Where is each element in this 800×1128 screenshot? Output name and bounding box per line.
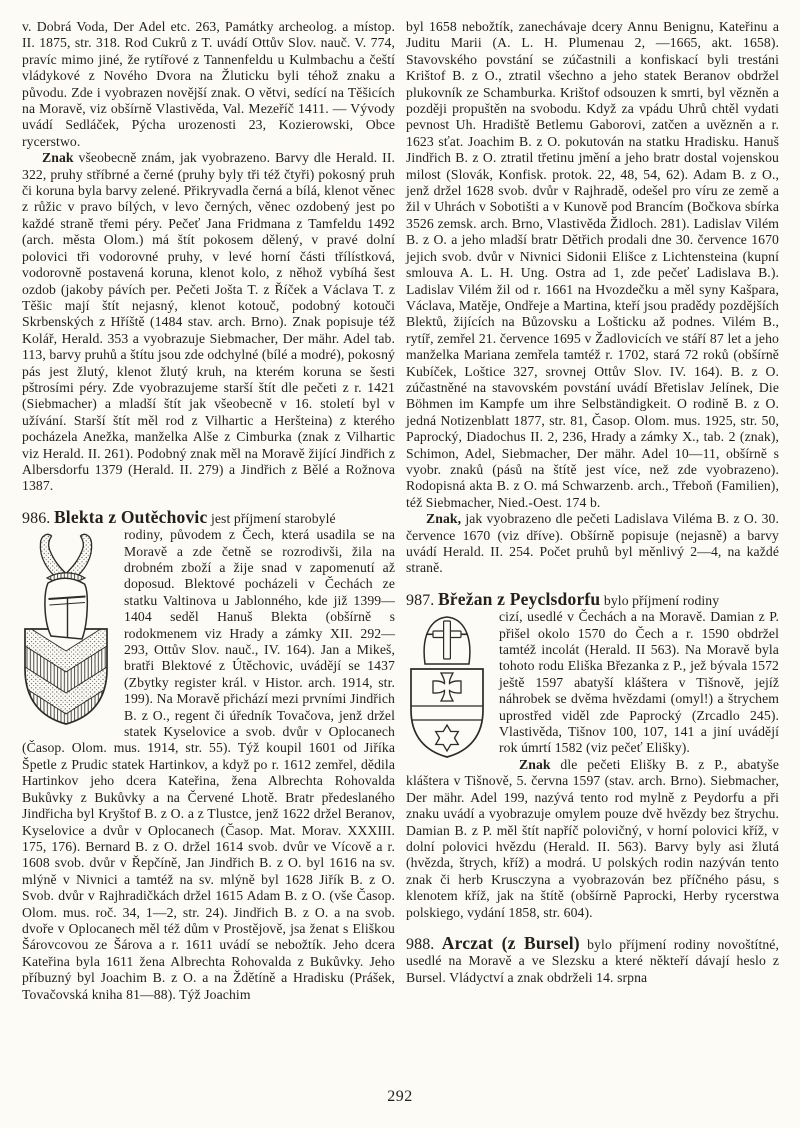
- entry-987-title: Břežan z Peyclsdorfu: [437, 588, 601, 609]
- znak-text: jak vyobrazeno dle pečeti Ladislava Viléma B. z O. 30. července 1670 (viz dříve). Obšírně popisuje (nejasně) a barvy uvádí Herald. II. 254. Počet pruhů byl měnlivý 2—4, na každé straně.: [406, 511, 779, 576]
- entry-987-lead: bylo příjmení rodiny: [603, 592, 720, 608]
- entry-986-body: rodiny, původem z Čech, která usadila se na Moravě a zde četně se rozrodivši, žila na drobném zboží a žije snad v zapomenutí až doposud. Blektové pocházeli v Čechách ze statku Valtinova u Jablonného, kde již 1399—1404 seděl Hanuš Blekta (obšírně s rodokmenem viz Hrady a zámky XII. 292—293, Ottův Slov. nauč., IV. 164). Jan a Mikeš, bratři Blektové z Útěchovic, uvádějí se 1437 (Zbytky register král. v Histor. arch. 1914, str. 199). Na Moravě přichází mezi prvními Jindřich B. z O., regent či úředník Tovačova, jenž držel statek Kyselovice a svob. dvůr v Oplocanech (Časop. Olom. mus. 1914, str. 55). Týž koupil 1601 od Jiříka Špetle z Prudic statek Hartinkov, a když po r. 1612 zemřel, dědila Hartinkov jeho dcera Kateřina, žena Albrechta Rohovalda Bukůvky z Bukůvky a na Červené Lhotě. Bratr předeslaného Jindřicha byl Kryštof B. z O. a z Tlustce, jenž 1622 držel Beranov, Kyselovice a dvůr v Oplocanech (Časop. Mat. Morav. XXXIII. 175, 176). Bernard B. z O. držel 1614 svob. dvůr ve Vícově a r. 1608 svob. dvůr v Řepčíně, Jan Jindřich B. z O. byl 1616 na sv. mlýně v Nivnici a tamtéž na sv. mlýně byl 1628 Jiřík B. z O. Svob. dvůr v Rajhradičkách držel 1615 Adam B. z O. (vše Časop. Olom. mus. roč. 34, 1—2, str. 24). Jindřich B. z O. a na svob. dvoře v Oplocanech měl též dům v Prostějově, jsa ženat s Eliškou Šárovcovou ze Šárova a r. 1611 uvádí se nebožtík. Jeho dcera Kateřina byla 1611 žena Albrechta Rohovalda z Bukůvky. Jeho příbuzný byl Joachim B. z O. a na Ždětíně a Hradisku (Prášek, Tovačovská kniha 81—88). Týž Joachim: [22, 527, 395, 1002]
- znak-label: Znak,: [426, 511, 462, 527]
- continuation-paragraph-tannenfeld: v. Dobrá Voda, Der Adel etc. 263, Památky archeolog. a místop. II. 1875, str. 318. Rod Cukrů z T. uvádí Ottův Slov. nauč. V. 774, pravíc mimo jiné, že rytířové z Tannenfeldu u Kulmbachu a čeští vládykové z Nového Dvora na Žluticku byli téhož znaku a původu. Zde i vyobrazen novější znak. O větvi, sedící na Těšicích na Moravě, viz obšírně Vlastivěda, Val. Mezeříč 1411. — Vývody uvádí Sedláček, Pýcha urozenosti 23, Kozierowski, Obce rycerstwo.: [22, 19, 395, 149]
- left-column: [22, 19, 395, 1003]
- entry-988-heading: [406, 932, 780, 986]
- entry-987-number: 987.: [406, 591, 435, 609]
- blekta-shield: [25, 625, 107, 727]
- entry-987: [406, 588, 779, 757]
- text-columns: [22, 19, 779, 1003]
- znak-label: Znak: [42, 150, 74, 166]
- entry-986-lead: jest příjmení starobylé: [210, 510, 336, 526]
- entry-986-heading: [22, 506, 395, 527]
- entry-986-title: Blekta z Outěchovic: [53, 506, 208, 527]
- entry-988-number: 988.: [406, 935, 435, 953]
- brezan-helm: [424, 617, 470, 664]
- znak-text: všeobecně znám, jak vyobrazeno. Barvy dle Herald. II. 322, pruhy stříbrné a černé (pruhy byly tři též čtyři) pokosný pruh či koruna byla barvy zelené. Přikryvadla černá a bílá, klenot věnec z růžic v pravo bílých, v levo černých, věnec ozdobený jest po každé straně třemi péry. Pečeť Jana Fridmana z Tamfeldu 1492 (arch. města Olom.) má štít pokosem dělený, v pravé dolní polovici tři vodorovné pruhy, v levé horní části třílístková, vodorovně postavená koruna, klenot kolo, z něhož vybíhá šest ozdob (jakoby pávích per. Pečeti Jošta T. z Říček a Václava T. z Těšic mají štít nejasný, klenot kotouč, podobný kotouči Skrbenských z Hříště (1484 stav. arch. Brno). Znak popisuje též Kolář, Herald. 353 a vyobrazuje Siebmacher, Der mähr. Adel tab. 113, barvy pruhů a štítu jsou zde odchylné (bílé a modré), pokosný pás jest žlutý, klenot žlutý kruh, na kterém koruna se šesti pštrosími péry. Zde vyobrazujeme starší štít dle pečeti z r. 1421 (Siebmacher) a mladší štít jak všeobecně v 16. století byl v užívání. Starší štít měl rod z Vilhartic a Heršteina) z kterého pocházela Anežka, manželka Alše z Cimburka (znak z Vilhartic viz Herald. II. 261). Podobný znak měl na Moravě žijící Jindřich z Albersdorfu 1379 (Herald. II. 279) a Jindřich z Bělé a Rožnova 1387.: [22, 150, 395, 494]
- znak-label: Znak: [519, 756, 551, 772]
- entry-987-heading: [406, 588, 779, 609]
- blekta-helm: [45, 578, 87, 639]
- blekta-coat-of-arms-image: [22, 531, 110, 727]
- entry-988-text: bylo příjmení rodiny novoštítné, usedlé na Moravě a ve Slezsku a které někteří dávají heslo z Bursel. Vládyctví a znak obdrželi 14. srpna: [406, 936, 780, 985]
- entry-987-body: cizí, usedlé v Čechách a na Moravě. Damian z P. přišel okolo 1570 do Čech a r. 1590 obdržel tamtéž incolát (Herald. II 563). Na Moravě byla tohoto rodu Eliška Březanka z P., jež bývala 1572 ještě 1597 abatyší kláštera v Tišnově, jejíž náhrobek se dvěma hvězdami (omyl!) a štrychem uprostřed viděl zde Paprocký (Zrcadlo 245). Vlastivěda, Tišnov 100, 107, 141 a jiní uvádějí rok úmrtí 1582 (viz pečeť Elišky).: [499, 609, 779, 756]
- blekta-arms-illustration: [22, 531, 110, 727]
- brezan-shield: [411, 669, 483, 757]
- continuation-paragraph-blekta: byl 1658 nebožtík, zanechávaje dcery Annu Benignu, Kateřinu a Juditu Marii (A. L. H. Plumenau 2, —1665, akt. 1658). Stavovského povstání se zúčastnili a konfiskací byli trestáni Krištof B. z O., ztratil všechno a jeho statek Beranov obdržel plukovník ze Schamburka. Krištof odsouzen k smrti, byl vězněn a později propuštěn na svobodu. Když za vpádu Uhrů chtěl vydati pevnost Uh. Hradiště Betlemu Gaborovi, zatčen a uvězněn a r. 1623 sťat. Joachim B. z O. pokutován na statku Hradisku. Hanuš Jindřich B. z O. ztratil třetinu jmění a jeho bratr dostal vojenskou milost (Slovák, Konfisk. protok. 22, 48, 54, 62). Adam B. z O., jenž držel 1628 svob. dvůr v Rajhradě, odešel pro víru ze země a žil v Uhrách v Sobotišti a v Kunově pod Brancím (Bočkova sbírka 3526 zemsk. arch. Brno, Vlastivěda Židloch. 281). Ladislav Vilém B. z O. a jeho mladší bratr Dětřich prodali dne 30. července 1670 jejich svob. dvůr v Nivnici Sidonii Elišce z Lichtensteina (kupní smlouva A. L. H. Ung. Ostra ad 1, zde pečeť Ladislava B.). Ladislav Vilém žil od r. 1661 na Hvozdečku a měl syny Kašpara, Václava, Matěje, Ondřeje a Martina, kteří jsou pradědy pozdějších Blektů, žijících na Bůzovsku a Lošticku až podnes. Vilém B., rytíř, zemřel 21. července 1695 v Žadlovicích ve stáří 87 let a jeho manželka Mariana zemřela tamtéž r. 1702, stará 72 roků (obšírně Kubíček, Loštice 327, srovnej Ottův Slov. IV. 164). B. z O. zúčastněné na stavovském povstání uvádí Břetislav Jelínek, Die Böhmen im Kampfe um ihre Selbständigkeit. O rodině B. z O. jedná Notizenblatt 1877, str. 81, Časop. Olom. mus. 1925, str. 50, Paprocký, Diadochus II. 2, 236, Hrady a zámky X., tab. 2 (znak), Schimon, Adel, Siebmacher, Der mähr. Adel 10—11, obšírně s vyobr. znaků (pásů na štítě jest více, než zde vyobrazeno). Rodopisná akta B. z O. má Schwarzenb. arch., Třeboň (Familien), též Siebmacher, Nied.-Oest. 174 b.: [406, 19, 779, 510]
- znak-paragraph-brezan: [406, 757, 779, 921]
- brezan-arms-illustration: [408, 612, 486, 760]
- znak-paragraph-blekta: [406, 511, 779, 577]
- entry-988: [406, 932, 780, 986]
- entry-986-number: 986.: [22, 509, 51, 527]
- brezan-coat-of-arms-image: [408, 612, 486, 760]
- znak-text: dle pečeti Elišky B. z P., abatyše kláštera v Tišnově, 5. června 1597 (stav. arch. Brno). Siebmacher, Der mähr. Adel 199, nazývá tento rod mylně z Peydorfu a při znaku uvádí a vyobrazuje omylem pouze dvě hvězdy bez štrychu. Damian B. z P. měl štít napříč polovičný, v horní polovici kříž, v dolní polovici hvězdu (Herald. II. 563). Barvy byly asi žlutá (hvězda, štrych, kříž) a modrá. U polských rodin nazýván tento znak či herb Krusczyna a vyobrazován bez příčného pásu, s klenotem kříž, jak na štítě (obšírně Paprocki, Herby rycerstwa polskiego, vydání 1858, str. 604).: [406, 756, 779, 920]
- entry-988-title: Arczat (z Bursel): [441, 932, 580, 953]
- entry-986: [22, 506, 395, 1003]
- right-column: [406, 19, 779, 1003]
- page-number: 292: [387, 1088, 413, 1105]
- znak-paragraph-tannenfeld: [22, 150, 395, 495]
